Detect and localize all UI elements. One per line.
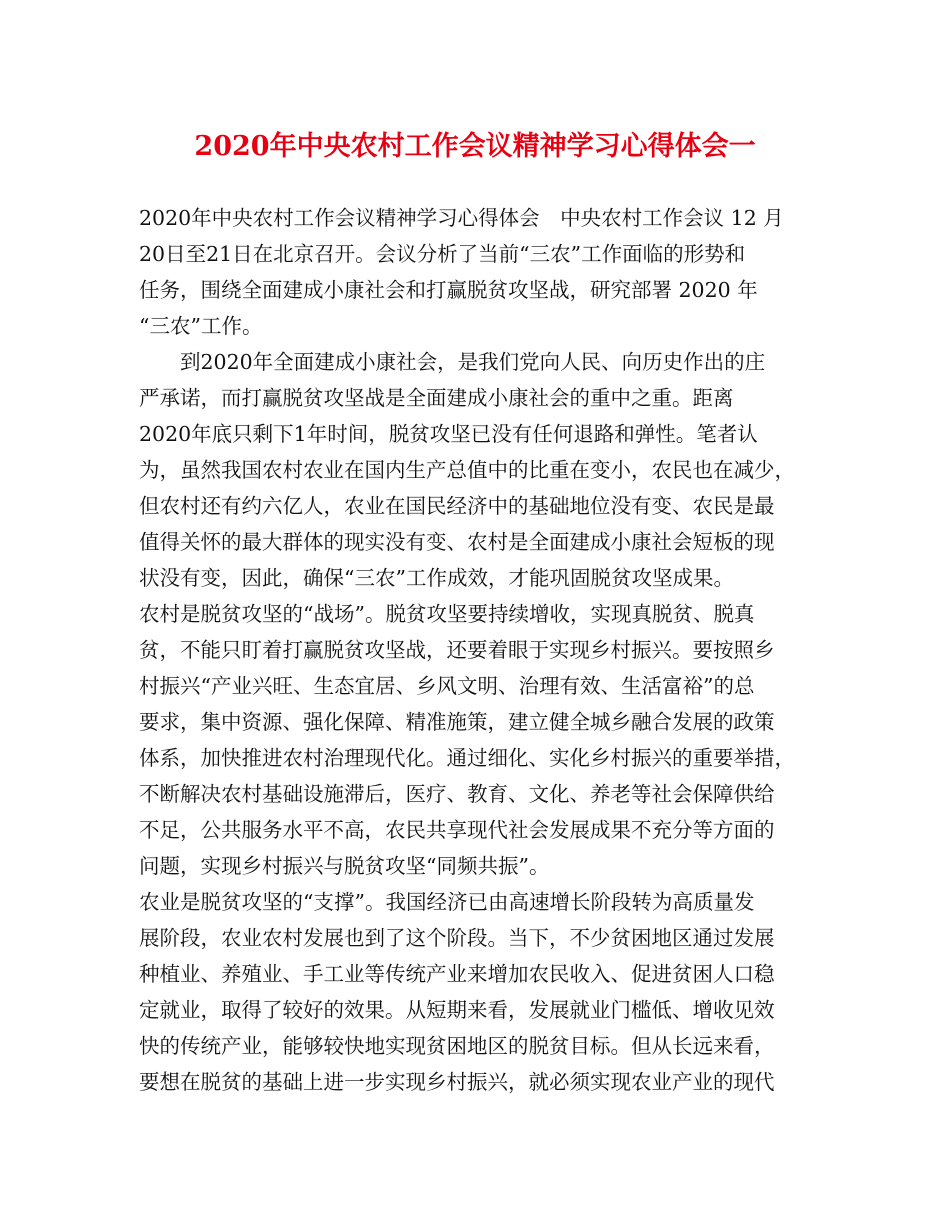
body-line: 快的传统产业，能够较快地实现贫困地区的脱贫目标。但从长远来看，: [139, 1034, 775, 1058]
body-line: 但农村还有约六亿人，农业在国民经济中的基础地位没有变、农民是最: [139, 494, 775, 518]
body-line: 值得关怀的最大群体的现实没有变、农村是全面建成小康社会短板的现: [139, 530, 775, 554]
body-line: 贫，不能只盯着打赢脱贫攻坚战，还要着眼于实现乡村振兴。要按照乡: [139, 638, 775, 662]
body-line: 为，虽然我国农村农业在国内生产总值中的比重在变小，农民也在减少，: [139, 458, 795, 482]
body-line: 任务，围绕全面建成小康社会和打赢脱贫攻坚战，研究部署 2020 年: [139, 278, 758, 302]
body-line: 到2020年全面建成小康社会，是我们党向人民、向历史作出的庄: [139, 350, 766, 374]
body-line: 展阶段，农业农村发展也到了这个阶段。当下，不少贫困地区通过发展: [139, 926, 775, 950]
body-line: 严承诺，而打赢脱贫攻坚战是全面建成小康社会的重中之重。距离: [139, 386, 734, 410]
body-line: 农业是脱贫攻坚的“支撑”。我国经济已由高速增长阶段转为高质量发: [139, 890, 755, 914]
body-line: 20日至21日在北京召开。会议分析了当前“三农”工作面临的形势和: [139, 242, 746, 266]
body-line: 种植业、养殖业、手工业等传统产业来增加农民收入、促进贫困人口稳: [139, 962, 775, 986]
body-line: 村振兴“产业兴旺、生态宜居、乡风文明、治理有效、生活富裕”的总: [139, 674, 755, 698]
body-line: 2020年底只剩下1年时间，脱贫攻坚已没有任何退路和弹性。笔者认: [139, 422, 758, 446]
document-body: [139, 200, 815, 1100]
body-line: 2020年中央农村工作会议精神学习心得体会 中央农村工作会议 12 月: [139, 206, 784, 230]
body-line: 不断解决农村基础设施滞后，医疗、教育、文化、养老等社会保障供给: [139, 782, 775, 806]
body-line: 问题，实现乡村振兴与脱贫攻坚“同频共振”。: [139, 854, 550, 878]
body-line: 体系，加快推进农村治理现代化。通过细化、实化乡村振兴的重要举措，: [139, 746, 795, 770]
document-title: 2020年中央农村工作会议精神学习心得体会一: [194, 131, 756, 162]
body-line: 不足，公共服务水平不高，农民共享现代社会发展成果不充分等方面的: [139, 818, 775, 842]
body-line: “三农”工作。: [139, 314, 263, 338]
body-line: 要想在脱贫的基础上进一步实现乡村振兴，就必须实现农业产业的现代: [139, 1070, 775, 1094]
body-line: 定就业，取得了较好的效果。从短期来看，发展就业门槛低、增收见效: [139, 998, 775, 1022]
body-line: 状没有变，因此，确保“三农”工作成效，才能巩固脱贫攻坚成果。: [139, 566, 734, 590]
body-line: 农村是脱贫攻坚的“战场”。脱贫攻坚要持续增收，实现真脱贫、脱真: [139, 602, 755, 626]
body-line: 要求，集中资源、强化保障、精准施策，建立健全城乡融合发展的政策: [139, 710, 775, 734]
